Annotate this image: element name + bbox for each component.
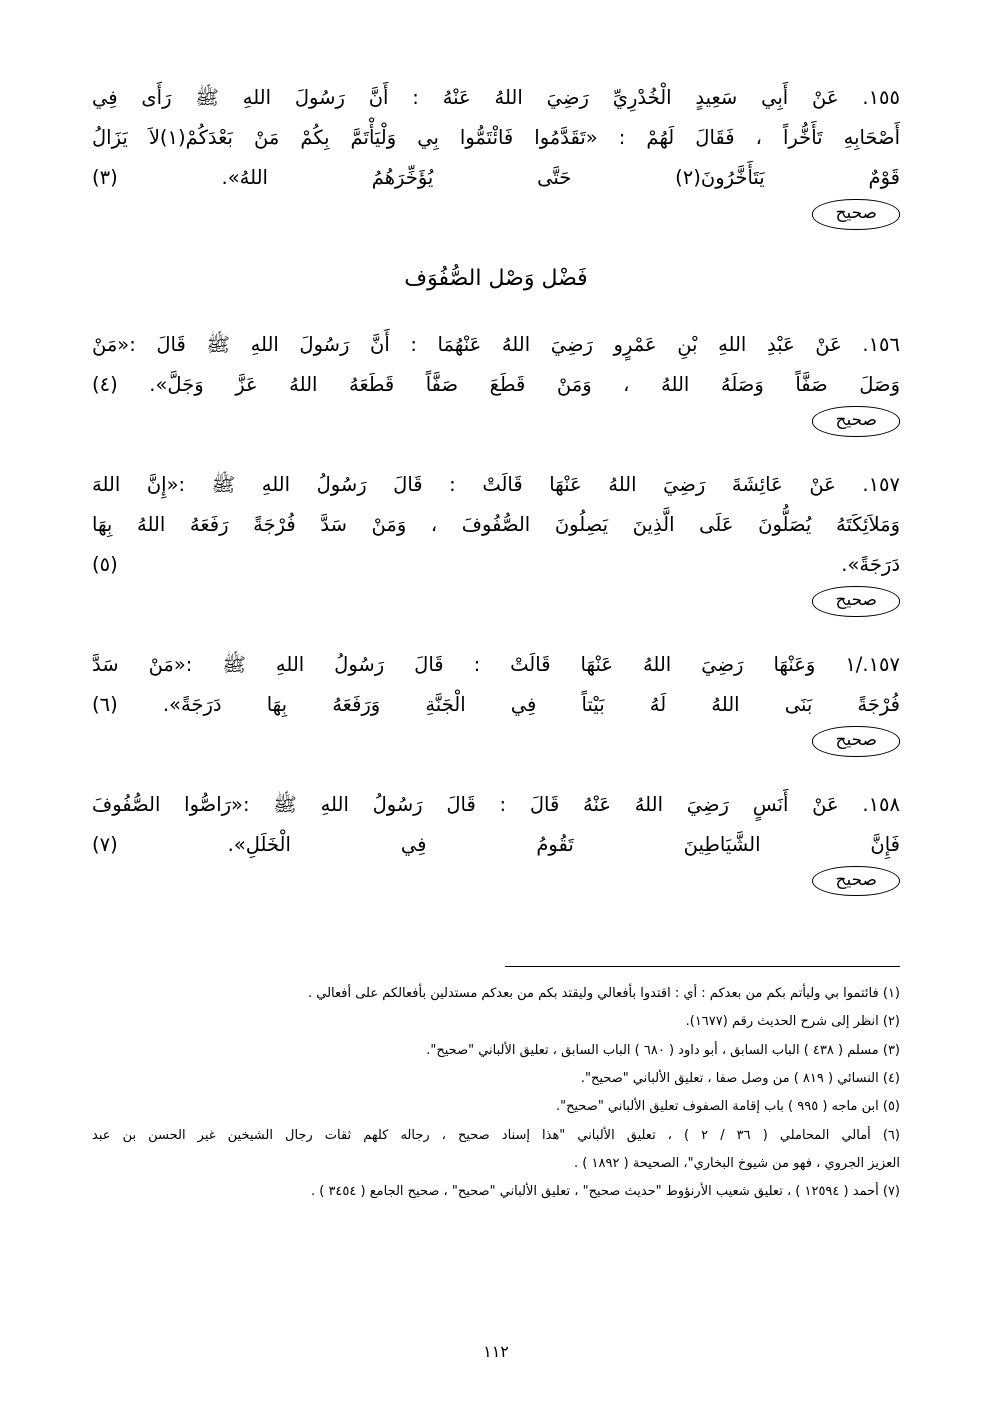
- status-badge: صحيح: [812, 199, 900, 230]
- hadith-entry: [92, 645, 900, 759]
- hadith-line: وَصَلَ صَفَّاً وَصَلَهُ اللهُ ، وَمَنْ قَطَعَ صَفَّاً قَطَعَهُ اللهُ عَزَّ وَجَلَّ». (٤): [92, 372, 900, 396]
- footnote-item: (١) فائتموا بي وليأتم بكم من بعدكم : أي : اقتدوا بأفعالي وليقتد بكم من بعدكم مستدلين بأفعالكم على أفعالي .: [307, 986, 900, 1001]
- hadith-line: ١٥٦. عَنْ عَبْدِ اللهِ بْنِ عَمْرٍو رَضِيَ اللهُ عَنْهُمَا : أَنَّ رَسُولَ اللهِ ﷺ قَالَ :«مَنْ: [92, 332, 900, 356]
- section-title: فَضْل وَصْل الصُّفُوَف: [404, 265, 588, 291]
- status-badge: صحيح: [812, 866, 900, 897]
- page-content: [92, 78, 900, 924]
- page-number: ١١٢: [483, 1342, 509, 1361]
- hadith-line: ١٥٧. عَنْ عَائِشَةَ رَضِيَ اللهُ عَنْهَا قَالَتْ : قَالَ رَسُولُ اللهِ ﷺ :«إِنَّ اللهَ: [92, 472, 900, 496]
- footnote-item: (٦) أمالي المحاملي ( ٣٦ / ٢ ) ، تعليق الألباني "هذا إسناد صحيح ، رجاله كلهم ثقات رجال الشيخين غير الحسن بن عبد: [92, 1127, 900, 1143]
- hadith-line: فَإِنَّ الشَّيَاطِينَ تَقُومُ فِي الْخَلَلِ». (٧): [92, 832, 900, 856]
- hadith-line: دَرَجَةً». (٥): [92, 552, 900, 576]
- hadith-line: قَوْمٌ يَتَأَخَّرُونَ(٢) حَتَّى يُؤَخِّرَهُمُ اللهُ». (٣): [92, 165, 900, 189]
- hadith-line: فُرْجَةً بَنَى اللهُ لَهُ بَيْتاً فِي الْجَنَّةِ وَرَفَعَهُ بِهَا دَرَجَةً». (٦): [92, 692, 900, 716]
- footnote-item: (٢) انظر إلى شرح الحديث رقم (١٦٧٧).: [685, 1014, 900, 1030]
- status-badge: صحيح: [812, 406, 900, 437]
- hadith-line: وَمَلاَئِكَتَهُ يُصَلُّونَ عَلَى الَّذِينَ يَصِلُونَ الصُّفُوفَ ، وَمَنْ سَدَّ فُرْجَةً رَفَعَهُ اللهُ بِهَا: [92, 512, 900, 536]
- footnote-item: (٤) النسائي ( ٨١٩ ) من وصل صفا ، تعليق الألباني "صحيح".: [580, 1071, 900, 1087]
- hadith-entry: [92, 785, 900, 899]
- status-badge: صحيح: [812, 726, 900, 757]
- hadith-line: ١٥٥. عَنْ أَبِي سَعِيدٍ الْخُدْرِيِّ رَضِيَ اللهُ عَنْهُ : أَنَّ رَسُولَ اللهِ ﷺ رَأَى فِي: [92, 86, 900, 109]
- hadith-line: ١٥٨. عَنْ أَنَسٍ رَضِيَ اللهُ عَنْهُ قَالَ : قَالَ رَسُولُ اللهِ ﷺ :«رَاصُّوا الصُّفُوفَ: [92, 792, 900, 816]
- hadith-line: أَصْحَابِهِ تَأَخُّراً ، فَقَالَ لَهُمْ : «تَقَدَّمُوا فَائْتَمُّوا بِي وَلْيَأْتَمَّ بِكُمْ مَنْ بَعْدَكُمْ(١)لاَ يَزَالُ: [92, 125, 900, 149]
- footnote-item: (٧) أحمد ( ١٢٥٩٤ ) ، تعليق شعيب الأرنؤوط "حديث صحيح" ، تعليق الألباني "صحيح" ، صحيح الجامع ( ٣٤٥٤ ) .: [310, 1184, 900, 1200]
- hadith-entry: [92, 325, 900, 439]
- footnote-item-cont: العزيز الجروي ، فهو من شيوخ البخاري"، الصحيحة ( ١٨٩٢ ) .: [574, 1156, 900, 1172]
- status-badge: صحيح: [812, 586, 900, 617]
- hadith-line: ١٥٧./١ وَعَنْهَا رَضِيَ اللهُ عَنْهَا قَالَتْ : قَالَ رَسُولُ اللهِ ﷺ :«مَنْ سَدَّ: [92, 652, 900, 676]
- footnote-item: (٥) ابن ماجه ( ٩٩٥ ) باب إقامة الصفوف تعليق الألباني "صحيح".: [555, 1099, 900, 1115]
- footnote-item: (٣) مسلم ( ٤٣٨ ) الباب السابق ، أبو داود ( ٦٨٠ ) الباب السابق ، تعليق الألباني "صحيح".: [426, 1042, 900, 1058]
- footnotes-section: [92, 966, 900, 1208]
- hadith-entry: [92, 78, 900, 232]
- footnote-divider: [505, 966, 900, 967]
- hadith-entry: [92, 465, 900, 619]
